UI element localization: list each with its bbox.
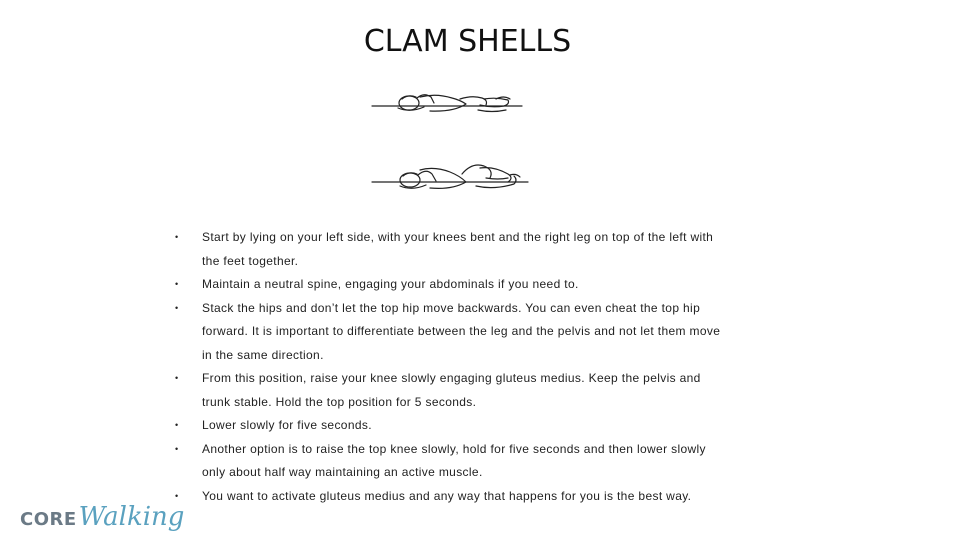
list-item-text: Another option is to raise the top knee slowly, hold for five seconds and then lower slowly only about half way maintaining an active muscle. xyxy=(202,441,706,479)
list-item xyxy=(172,226,732,273)
list-item-text: Lower slowly for five seconds. xyxy=(202,418,372,432)
instruction-list xyxy=(172,226,732,508)
clam-shell-raised-figure xyxy=(372,165,528,188)
list-item xyxy=(172,297,732,368)
bullet-marker: • xyxy=(175,373,179,383)
bullet-marker: • xyxy=(175,443,179,454)
list-item xyxy=(172,414,732,438)
bullet-marker: • xyxy=(175,490,179,501)
list-item-text: You want to activate gluteus medius and any way that happens for you is the best way. xyxy=(202,488,692,503)
slide-title: CLAM SHELLS xyxy=(363,24,572,59)
clam-shell-illustration xyxy=(368,82,534,202)
logo-core-text: CORE xyxy=(20,509,77,530)
bullet-marker: • xyxy=(175,232,179,242)
list-item-text: Start by lying on your left side, with your knees bent and the right leg on top of the left with the feet together. xyxy=(202,230,714,268)
clam-shell-start-figure xyxy=(372,95,522,112)
logo-walking-text: Walking xyxy=(78,502,185,532)
list-item-text: From this position, raise your knee slowly engaging gluteus medius. Keep the pelvis and trunk stable. Hold the top position for 5 seconds. xyxy=(202,371,701,409)
list-item xyxy=(172,273,732,297)
corewalking-logo xyxy=(20,502,184,534)
list-item xyxy=(172,485,732,509)
list-item xyxy=(172,367,732,414)
bullet-marker: • xyxy=(175,302,179,313)
bullet-marker: • xyxy=(175,279,179,289)
list-item xyxy=(172,438,732,485)
list-item-text: Stack the hips and don’t let the top hip move backwards. You can even cheat the top hip forward. It is important to differentiate between the leg and the pelvis and not let them move in the same direction. xyxy=(202,300,721,362)
bullet-marker: • xyxy=(175,420,179,430)
list-item-text: Maintain a neutral spine, engaging your abdominals if you need to. xyxy=(202,277,579,291)
